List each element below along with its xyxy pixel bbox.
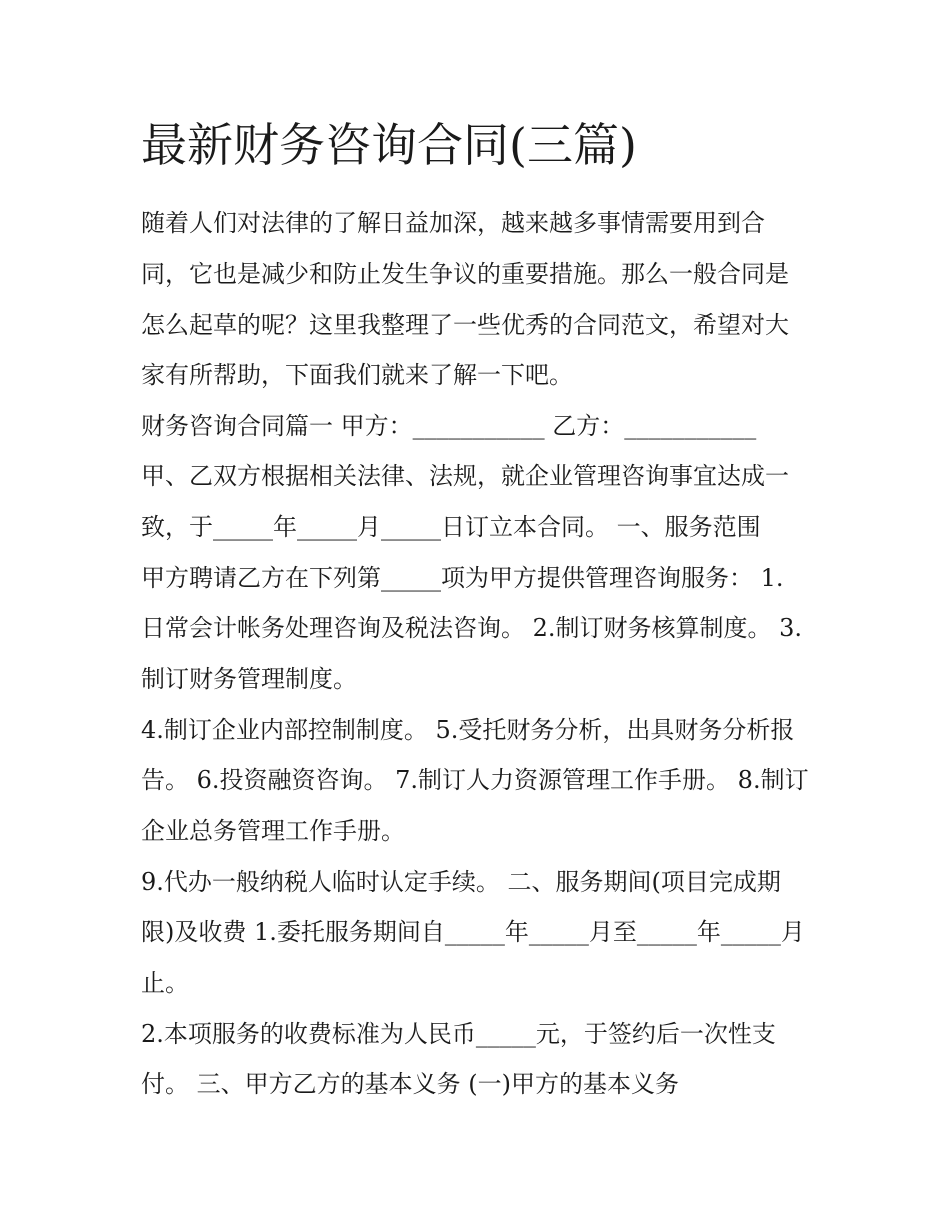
body-line-18: 付。 三、甲方乙方的基本义务 (一)甲方的基本义务	[141, 1070, 679, 1098]
document-title: 最新财务咨询合同(三篇)	[141, 118, 637, 172]
body-line-15: 限)及收费 1.委托服务期间自_____年_____月至_____年_____月	[141, 918, 805, 946]
body-line-2: 同，它也是减少和防止发生争议的重要措施。那么一般合同是	[141, 260, 789, 288]
body-line-5: 财务咨询合同篇一 甲方：___________ 乙方：___________	[141, 412, 757, 440]
body-line-13: 企业总务管理工作手册。	[141, 817, 405, 845]
body-line-7: 致，于_____年_____月_____日订立本合同。 一、服务范围	[141, 513, 761, 541]
body-line-11: 4.制订企业内部控制制度。 5.受托财务分析，出具财务分析报	[141, 716, 795, 744]
body-line-4: 家有所帮助，下面我们就来了解一下吧。	[141, 361, 573, 389]
body-line-17: 2.本项服务的收费标准为人民币_____元，于签约后一次性支	[141, 1020, 776, 1048]
body-line-16: 止。	[141, 969, 189, 997]
body-line-10: 制订财务管理制度。	[141, 665, 357, 693]
body-line-6: 甲、乙双方根据相关法律、法规，就企业管理咨询事宜达成一	[141, 462, 789, 490]
body-line-3: 怎么起草的呢？这里我整理了一些优秀的合同范文，希望对大	[141, 311, 789, 339]
body-line-12: 告。 6.投资融资咨询。 7.制订人力资源管理工作手册。 8.制订	[141, 766, 809, 794]
body-line-1: 随着人们对法律的了解日益加深，越来越多事情需要用到合	[141, 209, 765, 237]
body-line-9: 日常会计帐务处理咨询及税法咨询。 2.制订财务核算制度。 3.	[141, 614, 803, 642]
body-line-8: 甲方聘请乙方在下列第_____项为甲方提供管理咨询服务： 1.	[141, 564, 784, 592]
body-line-14: 9.代办一般纳税人临时认定手续。 二、服务期间(项目完成期	[141, 868, 781, 896]
